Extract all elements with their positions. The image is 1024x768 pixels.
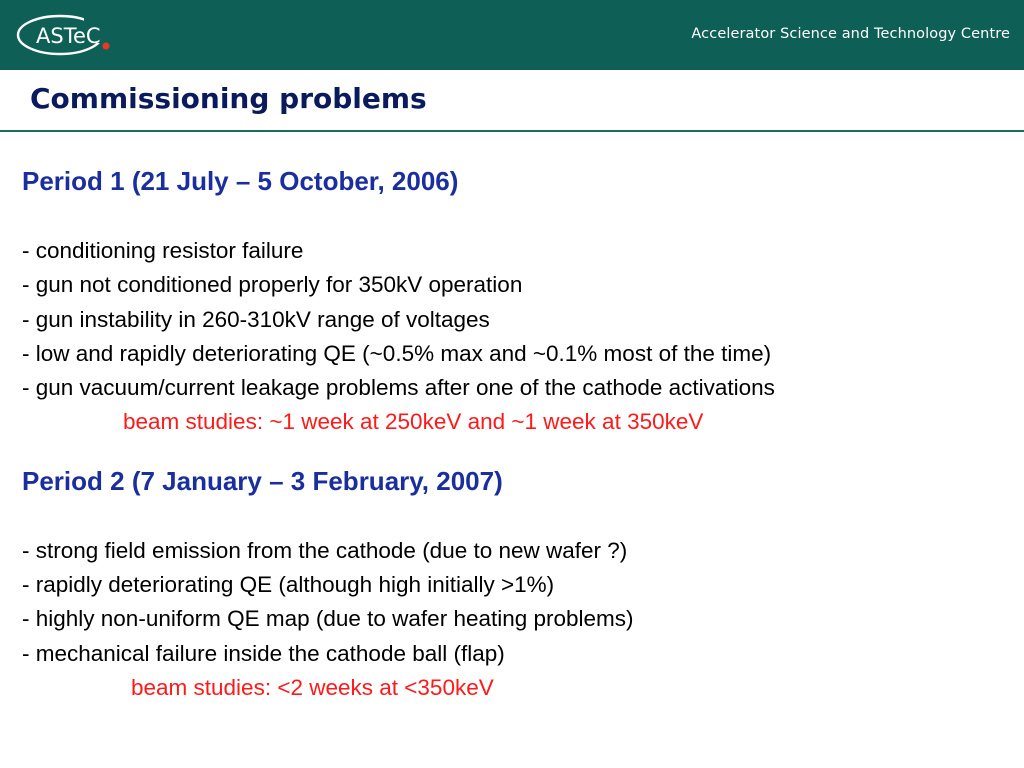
list-item: - mechanical failure inside the cathode ball (flap) bbox=[22, 641, 505, 666]
list-item: - rapidly deteriorating QE (although high initially >1%) bbox=[22, 572, 555, 597]
period-1-beam-note: beam studies: ~1 week at 250keV and ~1 week at 350keV bbox=[123, 409, 704, 434]
page-title: Commissioning problems bbox=[30, 82, 427, 115]
astec-logo bbox=[14, 11, 114, 59]
logo-text: ASTeC bbox=[36, 24, 101, 48]
list-item: - highly non-uniform QE map (due to wafer heating problems) bbox=[22, 606, 634, 631]
period-2-beam-note: beam studies: <2 weeks at <350keV bbox=[131, 675, 494, 700]
org-name: Accelerator Science and Technology Centre bbox=[691, 26, 1010, 42]
period-1-heading: Period 1 (21 July – 5 October, 2006) bbox=[22, 166, 459, 196]
list-item: - strong field emission from the cathode (due to new wafer ?) bbox=[22, 538, 628, 563]
list-item: - conditioning resistor failure bbox=[22, 238, 304, 263]
list-item: - gun vacuum/current leakage problems after one of the cathode activations bbox=[22, 375, 775, 400]
list-item: - low and rapidly deteriorating QE (~0.5% max and ~0.1% most of the time) bbox=[22, 341, 772, 366]
header-bar bbox=[0, 0, 1024, 70]
title-divider bbox=[0, 130, 1024, 132]
logo-dot bbox=[102, 42, 109, 49]
list-item: - gun instability in 260-310kV range of voltages bbox=[22, 307, 490, 332]
period-2-heading: Period 2 (7 January – 3 February, 2007) bbox=[22, 466, 503, 496]
list-item: - gun not conditioned properly for 350kV operation bbox=[22, 272, 523, 297]
